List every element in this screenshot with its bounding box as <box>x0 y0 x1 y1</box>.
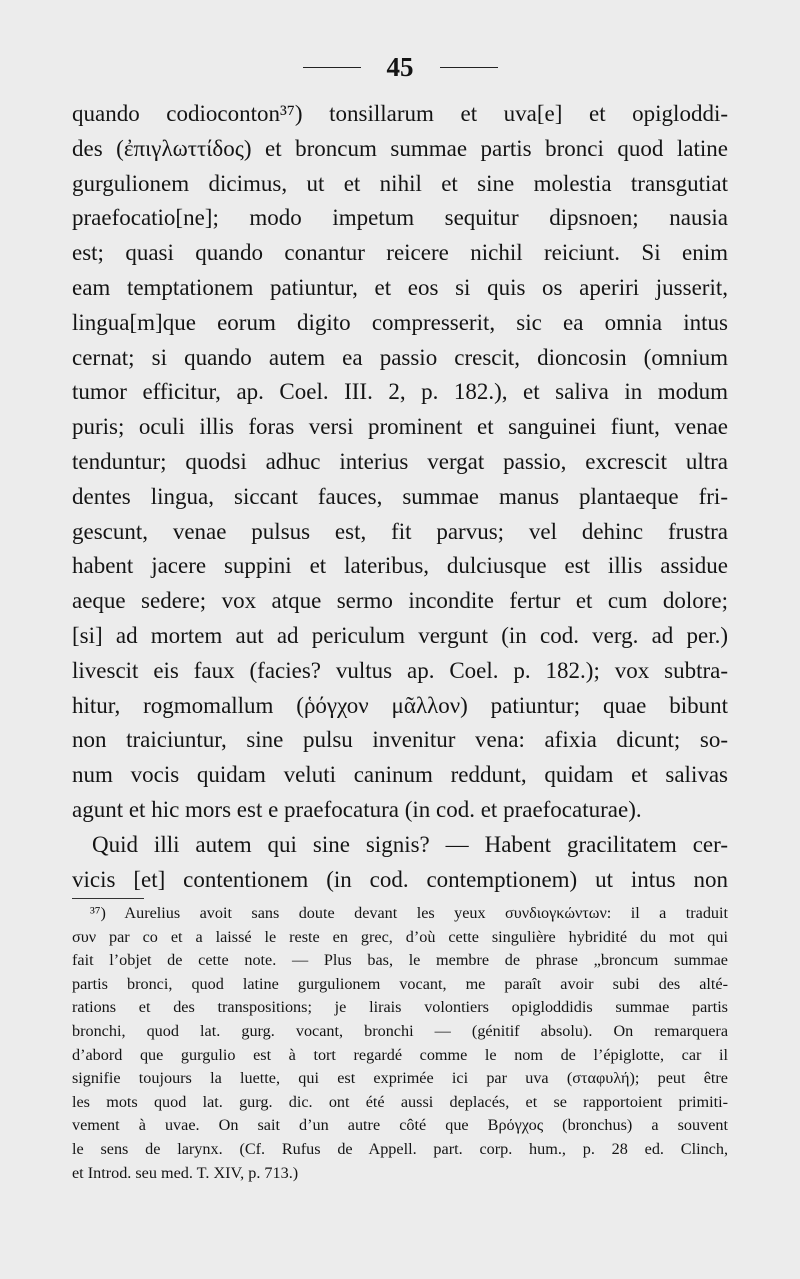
text-line: aeque sedere; vox atque sermo incondite fertur et cum dolore; <box>72 588 728 614</box>
footnote-line: vement à uvae. On sait d’un autre côté que Βρόγχος (bronchus) a souvent <box>72 1116 728 1135</box>
text-line: puris; oculi illis foras versi prominent et sanguinei fiunt, venae <box>72 414 728 440</box>
text-line: est; quasi quando conantur reicere nichil reiciunt. Si enim <box>72 240 728 266</box>
text-line: dentes lingua, siccant fauces, summae manus plantaeque fri- <box>72 483 728 509</box>
text-line: quando codioconton³⁷) tonsillarum et uva[e] et opigloddi- <box>72 101 728 126</box>
page-number: 45 <box>386 52 414 82</box>
footnote-line: bronchi, quod lat. gurg. vocant, bronchi — (génitif absolu). On remarquera <box>72 1021 728 1040</box>
page-header <box>0 52 800 83</box>
text-line: [si] ad mortem aut ad periculum vergunt (in cod. verg. ad per.) <box>72 622 728 648</box>
footnote <box>72 902 728 1185</box>
footnote-line: συν par co et a laissé le reste en grec, d’où cette singulière hybridité du mot qui <box>72 927 728 946</box>
footnote-line: le sens de larynx. (Cf. Rufus de Appell. part. corp. hum., p. 28 ed. Clinch, <box>72 1139 728 1158</box>
text-line: num vocis quidam veluti caninum reddunt, quidam et salivas <box>72 762 728 788</box>
text-line: gescunt, venae pulsus est, fit parvus; vel dehinc frustra <box>72 518 728 544</box>
text-line: des (ἐπιγλωττίδος) et broncum summae partis bronci quod latine <box>72 135 728 161</box>
text-line: lingua[m]que eorum digito compresserit, sic ea omnia intus <box>72 309 728 335</box>
footnote-line: partis bronci, quod latine gurgulionem vocant, me paraît avoir subi des alté- <box>72 974 728 993</box>
text-line: non traiciuntur, sine pulsu invenitur vena: afixia dicunt; so- <box>72 727 728 753</box>
main-text <box>72 97 728 897</box>
footnote-line: les mots quod lat. gurg. dic. ont été aussi deplacés, et se rapportoient primiti- <box>72 1092 728 1111</box>
text-line: vicis [et] contentionem (in cod. contemptionem) ut intus non <box>72 866 728 892</box>
footnote-line: et Introd. seu med. T. XIV, p. 713.) <box>72 1163 299 1182</box>
text-line: agunt et hic mors est e praefocatura (in cod. et praefocaturae). <box>72 796 642 822</box>
footnote-line: signifie toujours la luette, qui est exprimée ici par uva (σταφυλή); peut être <box>72 1069 728 1088</box>
text-line: Quid illi autem qui sine signis? — Habent gracilitatem cer- <box>92 831 728 857</box>
header-rule-right <box>440 67 498 68</box>
text-line: cernat; si quando autem ea passio crescit, dioncosin (omnium <box>72 344 728 370</box>
text-line: gurgulionem dicimus, ut et nihil et sine molestia transgutiat <box>72 170 728 196</box>
text-line: tumor efficitur, ap. Coel. III. 2, p. 182.), et saliva in modum <box>72 379 728 405</box>
footnote-line: rations et des transpositions; je lirais volontiers opigloddidis summae partis <box>72 998 728 1017</box>
footnote-line: ³⁷) Aurelius avoit sans doute devant les yeux συνδιογκώντων: il a traduit <box>90 904 728 922</box>
footnote-rule <box>72 898 144 899</box>
text-line: hitur, rogmomallum (ῥόγχον μᾶλλον) patiuntur; quae bibunt <box>72 692 728 718</box>
header-rule-left <box>303 67 361 68</box>
text-line: tenduntur; quodsi adhuc interius vergat passio, excrescit ultra <box>72 448 728 474</box>
text-line: eam temptationem patiuntur, et eos si quis os aperiri jusserit, <box>72 274 728 300</box>
footnote-line: fait l’objet de cette note. — Plus bas, le membre de phrase „broncum summae <box>72 951 728 970</box>
text-line: livescit eis faux (facies? vultus ap. Coel. p. 182.); vox subtra- <box>72 657 728 683</box>
text-line: habent jacere suppini et lateribus, dulciusque est illis assidue <box>72 553 728 579</box>
text-line: praefocatio[ne]; modo impetum sequitur dipsnoen; nausia <box>72 205 728 231</box>
footnote-line: d’abord que gurgulio est à tort regardé comme le nom de l’épiglotte, car il <box>72 1045 728 1064</box>
